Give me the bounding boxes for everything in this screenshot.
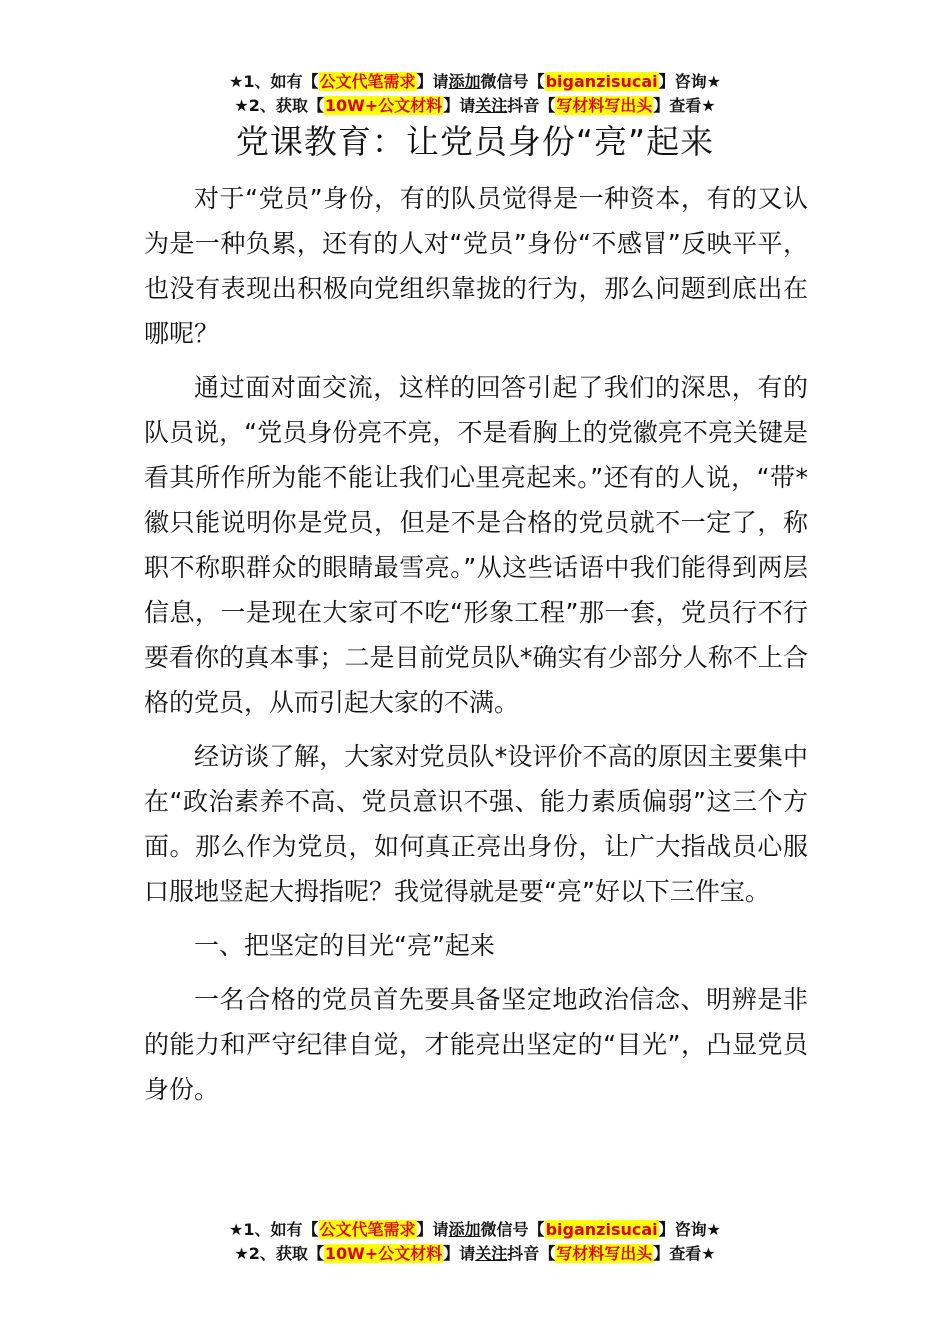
notice-line-1: ★1、如有【公文代笔需求】请添加微信号【biganzisucai】咨询★ xyxy=(229,1220,721,1239)
paragraph: 对于“党员”身份，有的队员觉得是一种资本，有的又认为是一种负累，还有的人对“党员”身份“不感冒”反映平平，也没有表现出积极向党组织靠拢的行为，那么问题到底出在哪呢？ xyxy=(144,184,808,348)
document-body xyxy=(144,176,808,1121)
notice-line-2: ★2、获取【10W+公文材料】请关注抖音【写材料写出头】查看★ xyxy=(234,96,716,115)
section-heading: 一、把坚定的目光“亮”起来 xyxy=(194,931,495,960)
notice-highlight: 10W+公文材料 xyxy=(324,1244,443,1263)
douyin-highlight: 写材料写出头 xyxy=(556,1244,653,1263)
footer-notice xyxy=(0,1218,950,1266)
notice-highlight: 公文代笔需求 xyxy=(319,1220,416,1239)
paragraph: 经访谈了解，大家对党员队*设评价不高的原因主要集中在“政治素养不高、党员意识不强、能力素质偏弱”这三个方面。那么作为党员，如何真正亮出身份，让广大指战员心服口服地竖起大拇指呢？我觉得就是要“亮”好以下三件宝。 xyxy=(144,742,808,906)
document-title: 党课教育：让党员身份“亮”起来 xyxy=(235,122,715,161)
douyin-highlight: 写材料写出头 xyxy=(556,96,653,115)
header-notice xyxy=(0,70,950,118)
paragraph: 通过面对面交流，这样的回答引起了我们的深思，有的队员说，“党员身份亮不亮，不是看胸上的党徽亮不亮关键是看其所作所为能不能让我们心里亮起来。”还有的人说，“带*徽只能说明你是党员，但是不是合格的党员就不一定了，称职不称职群众的眼睛最雪亮。”从这些话语中我们能得到两层信息，一是现在大家可不吃“形象工程”那一套，党员行不行要看你的真本事；二是目前党员队*确实有少部分人称不上合格的党员，从而引起大家的不满。 xyxy=(144,373,808,717)
wechat-id-highlight: biganzisucai xyxy=(545,72,658,91)
notice-line-2: ★2、获取【10W+公文材料】请关注抖音【写材料写出头】查看★ xyxy=(234,1244,716,1263)
notice-line-1: ★1、如有【公文代笔需求】请添加微信号【biganzisucai】咨询★ xyxy=(229,72,721,91)
notice-highlight: 10W+公文材料 xyxy=(324,96,443,115)
notice-highlight: 公文代笔需求 xyxy=(319,72,416,91)
wechat-id-highlight: biganzisucai xyxy=(545,1220,658,1239)
paragraph: 一名合格的党员首先要具备坚定地政治信念、明辨是非的能力和严守纪律自觉，才能亮出坚定的“目光”，凸显党员身份。 xyxy=(144,985,808,1104)
